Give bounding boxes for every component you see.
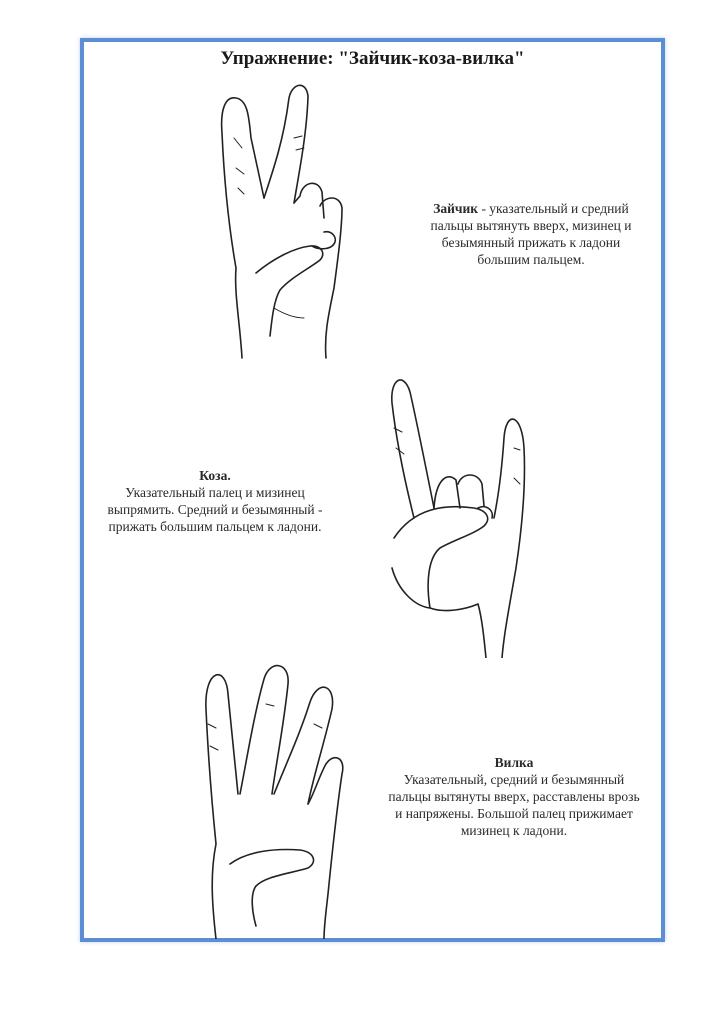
vilka-line2: пальцы вытянуты вверх, расставлены врозь (388, 789, 640, 804)
koza-line1: Указательный палец и мизинец (125, 485, 305, 500)
exercise-card (80, 38, 665, 942)
hand-bunny-illustration (214, 78, 364, 363)
zaichik-line3: безымянный прижать к ладони (441, 235, 621, 250)
vilka-description (364, 754, 664, 839)
koza-line2: выпрямить. Средний и безымянный - (107, 502, 323, 517)
zaichik-line1: - указательный и средний (478, 201, 629, 216)
vilka-line3: и напряжены. Большой палец прижимает (395, 806, 633, 821)
hand-goat-illustration (374, 368, 544, 658)
vilka-heading: Вилка (494, 755, 534, 770)
zaichik-heading: Зайчик (433, 201, 479, 216)
koza-description (80, 467, 350, 535)
zaichik-description (400, 200, 662, 268)
vilka-line4: мизинец к ладони. (460, 823, 568, 838)
koza-line3: прижать большим пальцем к ладони. (108, 519, 322, 534)
zaichik-line4: большим пальцем. (477, 252, 585, 267)
koza-heading: Коза. (199, 468, 231, 483)
zaichik-line2: пальцы вытянуть вверх, мизинец и (430, 218, 632, 233)
vilka-line1: Указательный, средний и безымянный (403, 772, 625, 787)
hand-fork-illustration (196, 654, 366, 939)
page-title: Упражнение: "Зайчик-коза-вилка" (220, 48, 525, 69)
